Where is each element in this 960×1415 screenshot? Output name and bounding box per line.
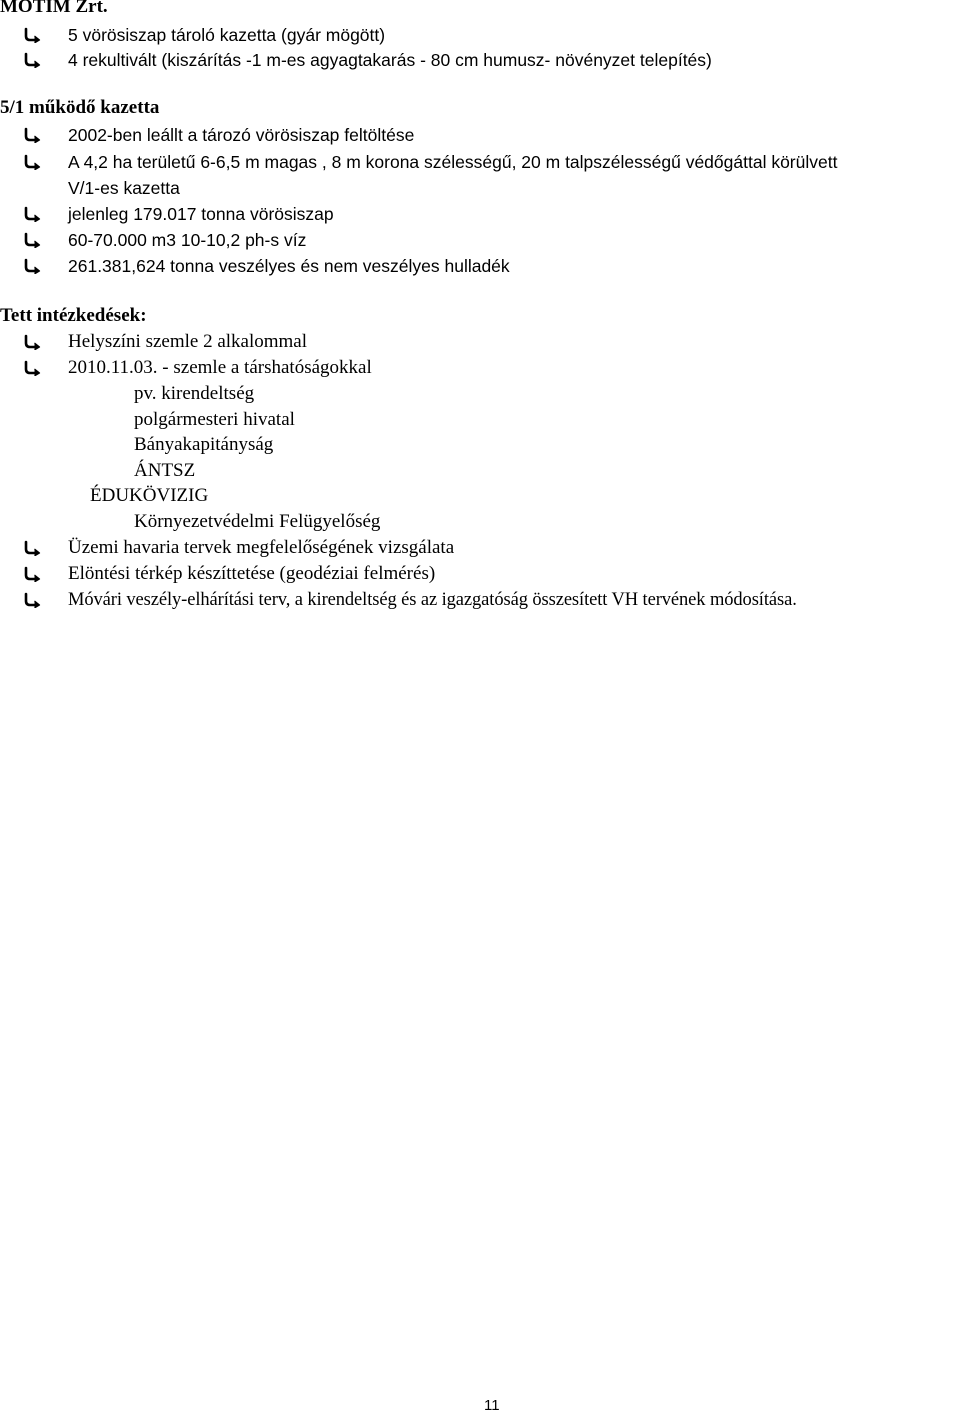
authority-item: polgármesteri hivatal [134,409,295,430]
list-item-text: A 4,2 ha területű 6-6,5 m magas , 8 m korona szélességű, 20 m talpszélességű védőgáttal körülvett [68,152,838,172]
curved-arrow-right-icon [22,360,42,376]
list-item-text: 60-70.000 m3 10-10,2 ph-s víz [68,230,307,250]
curved-arrow-right-icon [22,592,42,608]
curved-arrow-right-icon [22,52,42,68]
curved-arrow-right-icon [22,154,42,170]
authority-item: ÉDUKÖVIZIG [90,485,209,506]
authority-item: Környezetvédelmi Felügyelőség [134,511,381,532]
authority-item: Bányakapitányság [134,434,274,455]
curved-arrow-right-icon [22,206,42,222]
curved-arrow-right-icon [22,334,42,350]
authority-item: ÁNTSZ [134,460,196,481]
list-item-text: 2010.11.03. - szemle a társhatóságokkal [68,357,372,378]
curved-arrow-right-icon [22,27,42,43]
authority-item: pv. kirendeltség [134,383,255,404]
list-item-text: 5 vörösiszap tároló kazetta (gyár mögött) [68,25,386,45]
curved-arrow-right-icon [22,232,42,248]
list-item-continuation: V/1-es kazetta [68,178,180,198]
list-item-text: 4 rekultivált (kiszárítás -1 m-es agyagtakarás - 80 cm humusz- növényzet telepítés) [68,50,712,70]
section-title: 5/1 működő kazetta [0,97,160,118]
list-item-text: Elöntési térkép készíttetése (geodéziai felmérés) [68,563,436,584]
curved-arrow-right-icon [22,258,42,274]
company-name: MOTIM Zrt. [0,0,108,17]
page-number: 11 [484,1397,500,1414]
list-item-text: Helyszíni szemle 2 alkalommal [68,331,308,352]
list-item-text: Móvári veszély-elhárítási terv, a kirendeltség és az igazgatóság összesített VH tervének módosítása. [68,590,797,610]
list-item-text: jelenleg 179.017 tonna vörösiszap [68,204,334,224]
list-item-text: 261.381,624 tonna veszélyes és nem veszélyes hulladék [68,256,510,276]
curved-arrow-right-icon [22,566,42,582]
list-item-text: 2002-ben leállt a tározó vörösiszap feltöltése [68,125,415,145]
list-item-text: Üzemi havaria tervek megfelelőségének vizsgálata [68,537,455,558]
section-title: Tett intézkedések: [0,305,147,326]
curved-arrow-right-icon [22,540,42,556]
curved-arrow-right-icon [22,127,42,143]
